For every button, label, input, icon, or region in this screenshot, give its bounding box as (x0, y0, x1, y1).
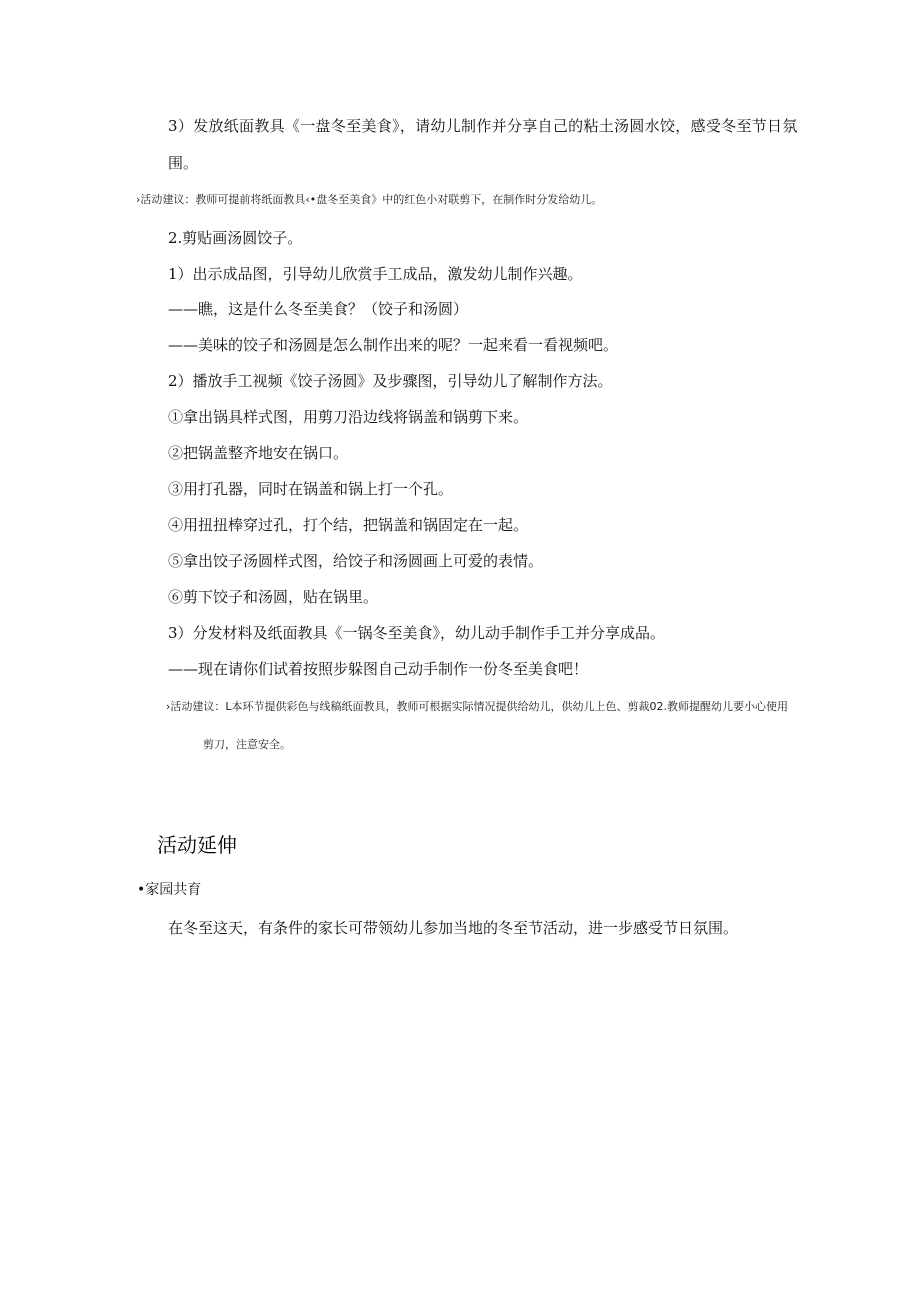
section-step-title: 2.剪贴画汤圆饺子。 (168, 229, 303, 247)
list-item: ⑤拿出饺子汤圆样式图，给饺子和汤圆画上可爱的表情。 (168, 552, 544, 570)
paragraph-line: 3）分发材料及纸面教具《一锅冬至美食》，幼儿动手制作手工并分享成品。 (168, 624, 666, 642)
dialogue-line: ——瞧，这是什么冬至美食？（饺子和汤圆） (168, 300, 469, 318)
dialogue-line: ——现在请你们试着按照步躲图自己动手制作一份冬至美食吧！ (168, 660, 589, 678)
paragraph-line: 围。 (168, 154, 199, 172)
activity-note-continued: 剪刀，注意安全。 (203, 738, 291, 751)
activity-note: ›活动建议：教师可提前将纸面教具‹•盘冬至美食》中的红色小对联剪下，在制作时分发给幼儿。 (136, 193, 603, 206)
subsection-label: •家园共育 (137, 882, 202, 898)
paragraph-line: 2）播放手工视频《饺子汤圆》及步骤图，引导幼儿了解制作方法。 (168, 372, 613, 390)
list-item: ①拿出锅具样式图，用剪刀沿边线将锅盖和锅剪下来。 (168, 408, 529, 426)
section-heading: 活动延伸 (157, 833, 237, 857)
list-item: ③用打孔器，同时在锅盖和锅上打一个孔。 (168, 480, 454, 498)
paragraph-line: 3）发放纸面教具《一盘冬至美食》，请幼儿制作并分享自己的粘土汤圆水饺，感受冬至节日氛 (168, 117, 798, 135)
list-item: ⑥剪下饺子和汤圆，贴在锅里。 (168, 588, 379, 606)
activity-note: ›活动建议：L本环节提供彩色与线稿纸面教具，教师可根据实际情况提供给幼儿，供幼儿上色、剪裁02.教师提醒幼儿要小心使用 (166, 700, 789, 713)
list-item: ②把锅盖整齐地安在锅口。 (168, 444, 349, 462)
paragraph-line: 在冬至这天，有条件的家长可带领幼儿参加当地的冬至节活动，进一步感受节日氛围。 (168, 919, 739, 937)
dialogue-line: ——美味的饺子和汤圆是怎么制作出来的呢？一起来看一看视频吧。 (168, 336, 619, 354)
list-item: ④用扭扭棒穿过孔，打个结，把锅盖和锅固定在一起。 (168, 516, 529, 534)
paragraph-line: 1）出示成品图，引导幼儿欣赏手工成品，激发幼儿制作兴趣。 (168, 265, 583, 283)
